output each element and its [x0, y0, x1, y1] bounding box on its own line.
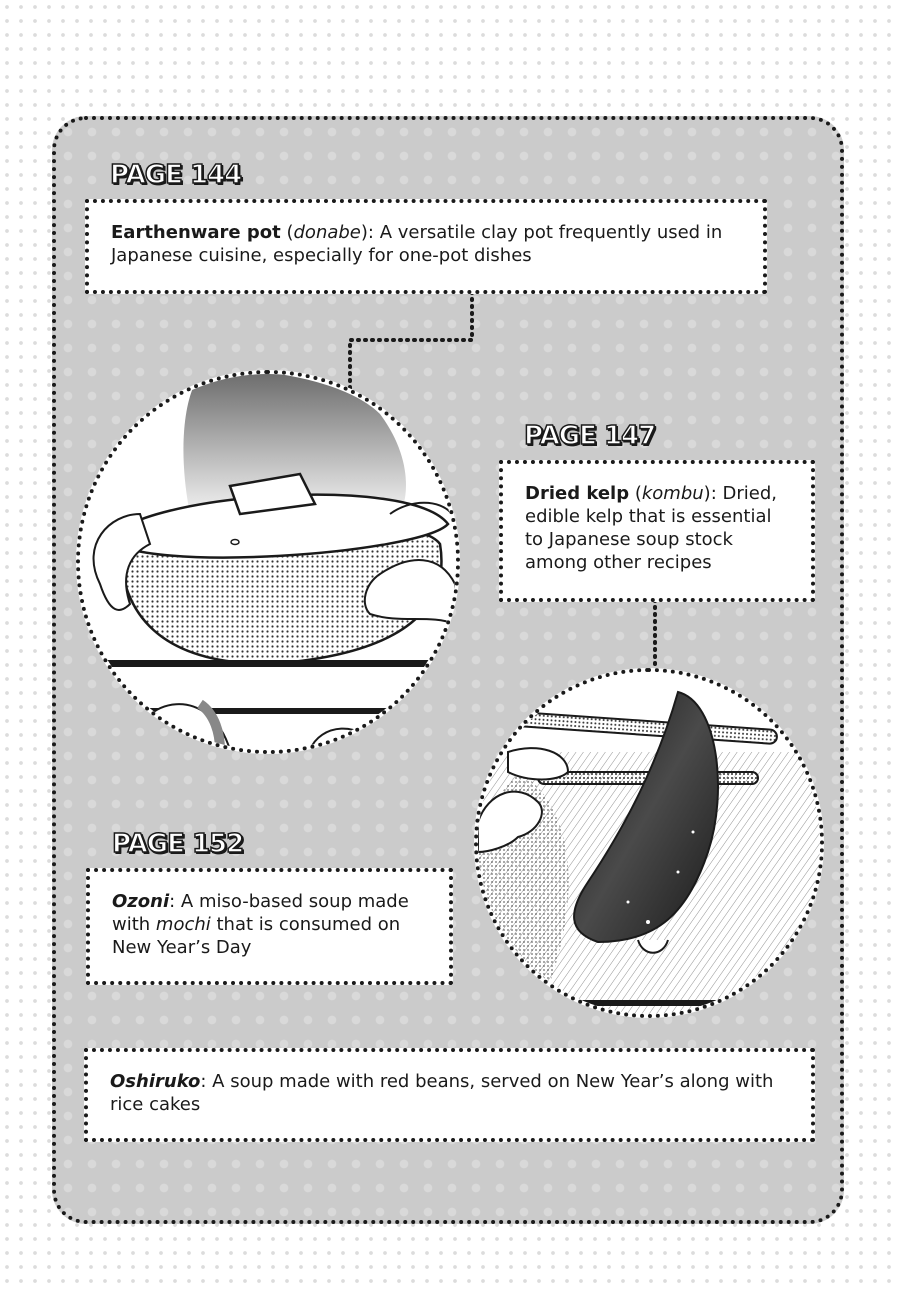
term-note: donabe: [293, 222, 361, 243]
term-note: kombu: [641, 483, 704, 504]
definition-text-1: : A miso-based soup made with: [112, 891, 409, 935]
earthenware-pot-illustration: [76, 370, 460, 754]
page-152-heading: PAGE 152: [112, 829, 244, 859]
page-147-heading: PAGE 147: [524, 421, 656, 451]
page-144-heading: PAGE 144: [110, 160, 242, 190]
term: Earthenware pot: [111, 222, 281, 243]
definition-text: : A versatile clay pot frequently used in Japanese cuisine, especially for one-pot dishes: [111, 222, 723, 266]
dried-kelp-illustration: [474, 668, 824, 1018]
oshiruko-definition-box: [84, 1048, 815, 1142]
term: Ozoni: [112, 891, 170, 912]
term: Oshiruko: [110, 1071, 201, 1092]
dried-kelp-definition-box: Dried kelp (kombu): Dried, edible kelp that is essential to Japanese soup stock among other recipes: [499, 460, 815, 602]
definition-italic: mochi: [155, 914, 211, 935]
definition-text: : A soup made with red beans, served on New Year’s along with rice cakes: [110, 1071, 774, 1115]
ozoni-definition-box: [86, 868, 453, 985]
term: Dried kelp: [525, 483, 630, 504]
earthenware-pot-definition-box: Earthenware pot (donabe): A versatile clay pot frequently used in Japanese cuisine, especially for one-pot dishes: [85, 199, 767, 294]
definition-text-2: that is consumed on New Year’s Day: [112, 914, 401, 958]
definition-text: : Dried, edible kelp that is essential to Japanese soup stock among other recipes: [525, 483, 777, 573]
